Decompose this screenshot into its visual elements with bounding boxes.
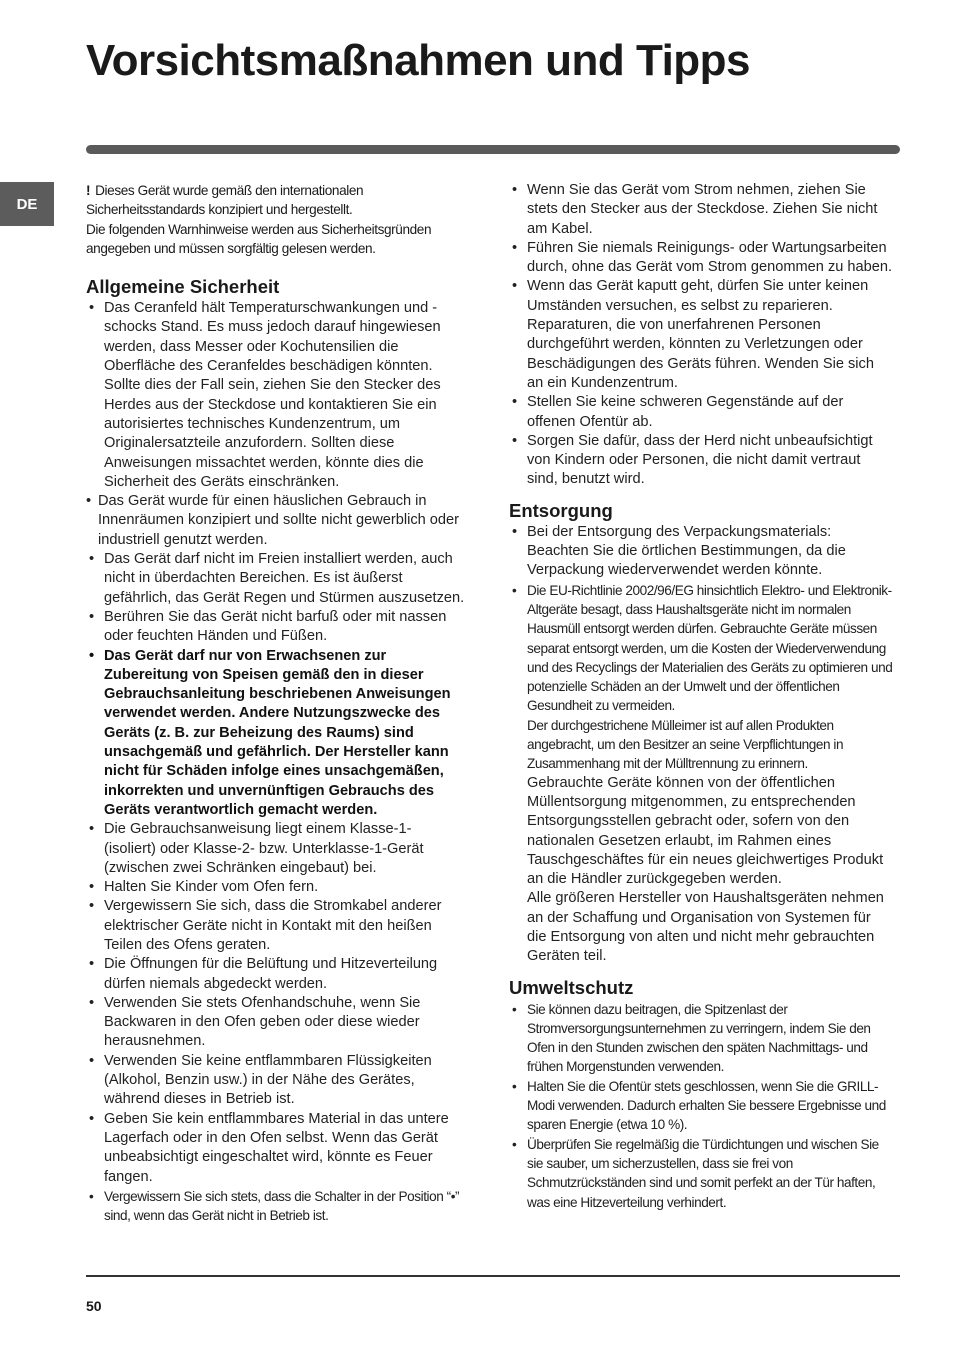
allgemeine-list-continued <box>509 181 894 490</box>
allgemeine-list <box>86 299 466 1225</box>
left-column <box>86 181 466 1225</box>
list-item: • Die EU-Richtlinie 2002/96/EG hinsichtlich Elektro- und Elektronik-Altgeräte besagt, dass Haushaltsgeräte nicht im normalen Hausmüll entsorgt werden dürfen. Gebrauchte Geräte müssen separat entsorgt werden, um die Kosten der Wiederverwendung und des Recyclings der Materialien des Geräts zu optimieren und potenzielle Schäden an der Umwelt und der öffentlichen Gesundheit zu vermeiden. <box>509 581 894 716</box>
paragraph: Gebrauchte Geräte können von der öffentlichen Müllentsorgung mitgenommen, zu entsprechenden Entsorgungsstellen gebracht oder, sofern von den nationalen Gesetzen erlaubt, im Rahmen eines Tauschgeschäftes für ein neues gleichwertiges Produkt an die Händler zurückgegeben werden. <box>527 774 884 888</box>
list-item: • Wenn Sie das Gerät vom Strom nehmen, ziehen Sie stets den Stecker aus der Steckdose. Ziehen Sie nicht am Kabel. <box>509 181 894 239</box>
section-heading-umweltschutz: Umweltschutz <box>509 976 634 998</box>
warning-mark: ! <box>86 183 91 198</box>
list-item: • Die Öffnungen für die Belüftung und Hitzeverteilung dürfen niemals abgedeckt werden. <box>86 955 466 994</box>
list-item: • Verwenden Sie stets Ofenhandschuhe, wenn Sie Backwaren in den Ofen geben oder diese wieder herausnehmen. <box>86 994 466 1052</box>
list-item: • Das Gerät darf nicht im Freien installiert werden, auch nicht in überdachten Bereichen. Es ist äußerst gefährlich, das Gerät Regen und Stürmen auszusetzen. <box>86 550 466 608</box>
right-column <box>509 181 894 1212</box>
list-item: • Das Gerät darf nur von Erwachsenen zur Zubereitung von Speisen gemäß den in dieser Gebrauchsanleitung beschriebenen Anweisungen verwendet werden. Andere Nutzungszwecke des Geräts (z. B. zur Beheizung des Raums) sind unsachgemäß und gefährlich. Der Hersteller kann nicht für Schäden infolge eines unsachgemäßen, inkorrekten und unvernünftigen Gebrauchs des Geräts verantwortlich gemacht werden. <box>86 647 466 821</box>
header-rule <box>86 145 900 154</box>
language-tab: DE <box>0 182 54 226</box>
list-item: • Die Gebrauchsanweisung liegt einem Klasse-1- (isoliert) oder Klasse-2- bzw. Unterklasse-1-Gerät (zwischen zwei Schränken eingebaut) bei. <box>86 820 466 878</box>
list-item: • Vergewissern Sie sich stets, dass die Schalter in der Position “•” sind, wenn das Gerät nicht in Betrieb ist. <box>86 1187 466 1226</box>
intro-text: Dieses Gerät wurde gemäß den internationalen Sicherheitsstandards konzipiert und hergestellt. <box>86 183 364 218</box>
footer-rule <box>86 1275 900 1277</box>
paragraph: Alle größeren Hersteller von Haushaltsgeräten nehmen an der Schaffung und Organisation von Systemen für die Entsorgung von alten und nicht mehr gebrauchten Geräten teil. <box>527 890 884 965</box>
list-item: • Vergewissern Sie sich, dass die Stromkabel anderer elektrischer Geräte nicht in Kontakt mit den heißen Teilen des Ofens geraten. <box>86 897 466 955</box>
list-item: • Überprüfen Sie regelmäßig die Türdichtungen und wischen Sie sie sauber, um sicherzustellen, dass sie frei von Schmutzrückständen sind und somit perfekt an der Tür haften, was eine Hitzeverteilung verhindert. <box>509 1135 894 1212</box>
list-item: • Sie können dazu beitragen, die Spitzenlast der Stromversorgungsunternehmen zu verringern, indem Sie den Ofen in den Stunden zwischen den späten Nachmittags- und frühen Morgenstunden verwenden. <box>509 1000 894 1077</box>
list-item: • Das Ceranfeld hält Temperaturschwankungen und -schocks Stand. Es muss jedoch darauf hingewiesen werden, dass Messer oder Kochutensilien die Oberfläche des Ceranfeldes beschädigen könnten. Sollte dies der Fall sein, ziehen Sie den Stecker des Herdes aus der Steckdose und kontaktieren Sie ein autorisiertes technisches Kundenzentrum, um Originalersatzteile anzufordern. Sollten diese Anweisungen missachtet werden, könnte dies die Sicherheit des Geräts einschränken. <box>86 299 466 492</box>
page-title: Vorsichtsmaßnahmen und Tipps <box>86 36 751 85</box>
list-item: • Das Gerät wurde für einen häuslichen Gebrauch in Innenräumen konzipiert und sollte nicht gewerblich oder industriell genutzt werden. <box>86 492 466 550</box>
page-number: 50 <box>86 1298 102 1314</box>
list-item: • Berühren Sie das Gerät nicht barfuß oder mit nassen oder feuchten Händen und Füßen. <box>86 608 466 647</box>
list-item: • Verwenden Sie keine entflammbaren Flüssigkeiten (Alkohol, Benzin usw.) in der Nähe des Gerätes, während dieses in Betrieb ist. <box>86 1052 466 1110</box>
list-item: • Halten Sie Kinder vom Ofen fern. <box>86 878 466 897</box>
list-item: • Sorgen Sie dafür, dass der Herd nicht unbeaufsichtigt von Kindern oder Personen, die nicht damit vertraut sind, benutzt wird. <box>509 432 894 490</box>
umweltschutz-list <box>509 1000 894 1212</box>
intro-note <box>86 181 466 258</box>
entsorgung-list <box>509 523 894 716</box>
section-heading-allgemeine: Allgemeine Sicherheit <box>86 276 280 298</box>
list-item: • Führen Sie niemals Reinigungs- oder Wartungsarbeiten durch, ohne das Gerät vom Strom genommen zu haben. <box>509 239 894 278</box>
list-item: • Geben Sie kein entflammbares Material in das untere Lagerfach oder in den Ofen selbst. Wenn das Gerät unbeabsichtigt eingeschaltet wird, könnte es Feuer fangen. <box>86 1110 466 1187</box>
list-item: • Stellen Sie keine schweren Gegenstände auf der offenen Ofentür ab. <box>509 393 894 432</box>
list-item: • Wenn das Gerät kaputt geht, dürfen Sie unter keinen Umständen versuchen, es selbst zu reparieren. Reparaturen, die von unerfahrenen Personen durchgeführt werden, könnten zu Verletzungen oder Beschädigungen des Geräts führen. Wenden Sie sich an ein Kundenzentrum. <box>509 277 894 393</box>
section-heading-entsorgung: Entsorgung <box>509 499 613 521</box>
paragraph: Der durchgestrichene Mülleimer ist auf allen Produkten angebracht, um den Besitzer an seine Verpflichtungen in Zusammenhang mit der Mülltrennung zu erinnern. <box>527 717 844 772</box>
intro-text-2: Die folgenden Warnhinweise werden aus Sicherheitsgründen angegeben und müssen sorgfältig gelesen werden. <box>86 221 432 256</box>
list-item: • Bei der Entsorgung des Verpackungsmaterials: Beachten Sie die örtlichen Bestimmungen, da die Verpackung wiederverwendet werden könnte. <box>509 523 894 581</box>
list-item: • Halten Sie die Ofentür stets geschlossen, wenn Sie die GRILL-Modi verwenden. Dadurch erhalten Sie bessere Ergebnisse und sparen Energie (etwa 10 %). <box>509 1077 894 1135</box>
